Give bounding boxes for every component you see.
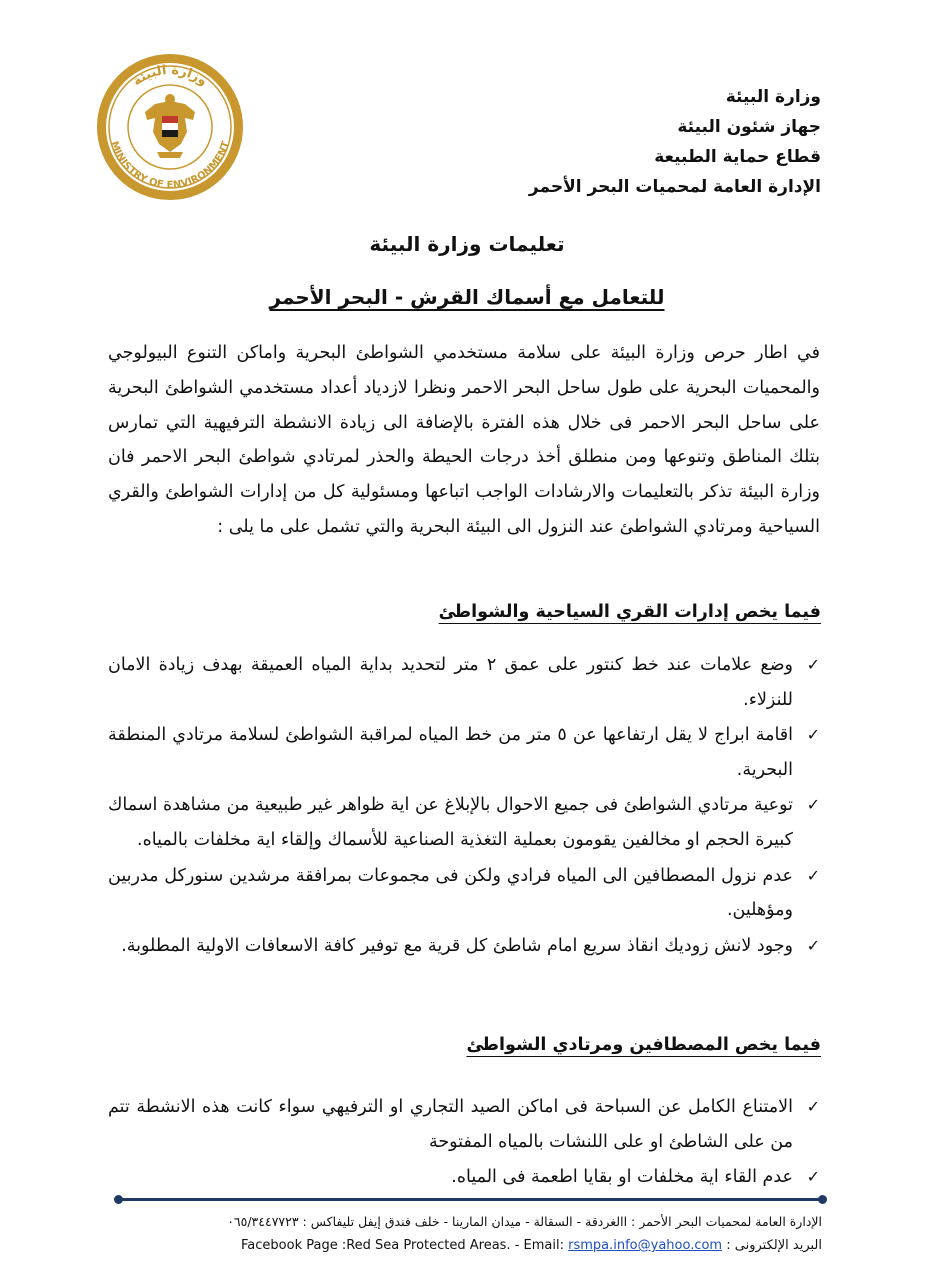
list-item: ✓ وضع علامات عند خط كنتور على عمق ٢ متر لتحديد بداية المياه العميقة بهدف زيادة الامان للنزلاء. xyxy=(108,648,820,717)
list-item: ✓ عدم نزول المصطافين الى المياه فرادي ولكن فى مجموعات بمرافقة مرشدين سنوركل مدربين ومؤهلين. xyxy=(108,859,820,928)
divider-dot-right xyxy=(818,1195,827,1204)
ministry-seal-logo xyxy=(95,52,245,202)
checkmark-icon: ✓ xyxy=(806,1097,820,1116)
header-line-agency: جهاز شئون البيئة xyxy=(677,117,821,137)
footer-facebook: Facebook Page :Red Sea Protected Areas. - Email: xyxy=(241,1238,564,1253)
organization-header xyxy=(501,82,821,202)
section-heading-visitors: فيما يخص المصطافين ومرتادي الشواطئ xyxy=(466,1035,821,1055)
footer-contact xyxy=(241,1238,822,1253)
list-item: ✓ عدم القاء اية مخلفات او بقايا اطعمة فى المياه. xyxy=(108,1160,820,1195)
list-item: ✓ وجود لانش زوديك انقاذ سريع امام شاطئ كل قرية مع توفير كافة الاسعافات الاولية المطلوبة. xyxy=(108,929,820,964)
header-line-ministry: وزارة البيئة xyxy=(725,87,821,107)
header-line-sector: قطاع حماية الطبيعة xyxy=(654,147,821,167)
visitor-instructions-list xyxy=(108,1090,820,1196)
footer-email-label: البريد الإلكترونى : xyxy=(726,1238,822,1253)
checkmark-icon: ✓ xyxy=(806,795,820,815)
divider-dot-left xyxy=(114,1195,123,1204)
list-item: ✓ الامتناع الكامل عن السباحة فى اماكن الصيد التجاري او الترفيهي سواء كانت هذه الانشطة تتم من على الشاطئ او على اللنشات بالمياه المفتوحة xyxy=(108,1090,820,1159)
checkmark-icon: ✓ xyxy=(806,935,820,955)
resort-instructions-list xyxy=(108,648,820,964)
seal-english-text: MINISTRY OF ENVIRONMENT xyxy=(107,139,232,192)
list-item: ✓ توعية مرتادي الشواطئ فى جميع الاحوال بالإبلاغ عن اية ظواهر غير طبيعية من مشاهدة اسماك كبيرة الحجم او مخالفين يقومون بعملية التغذية الصناعية للأسماك وإلقاء اية مخلفات بالمياه. xyxy=(108,788,820,857)
list-item: ✓ اقامة ابراج لا يقل ارتفاعها عن ٥ متر من خط المياه لمراقبة الشواطئ لسلامة مرتادي المنطقة البحرية. xyxy=(108,718,820,787)
checkmark-icon: ✓ xyxy=(806,865,820,885)
document-subtitle: للتعامل مع أسماك القرش - البحر الأحمر xyxy=(269,285,665,309)
intro-paragraph: في اطار حرص وزارة البيئة على سلامة مستخدمي الشواطئ البحرية واماكن التنوع البيولوجي والمحميات البحرية على طول ساحل البحر الاحمر ونظرا لازدياد أعداد مستخدمي الشواطئ البحرية على ساحل البحر الاحمر فى خلال هذه الفترة بالإضافة الى زيادة الانشطة الترفيهية التي تمارس بتلك المناطق وتنوعها ومن منطلق أخذ درجات الحيطة والحذر لمرتادي شواطئ البحر الاحمر فان وزارة البيئة تذكر بالتعليمات والارشادات الواجب اتباعها ومسئولية كل من إدارات الشواطئ والقري السياحية ومرتادي الشواطئ عند النزول الى البيئة البحرية والتي تشمل على ما يلى : xyxy=(108,343,820,537)
seal-arabic-text: وزارة البيئة xyxy=(129,62,211,90)
document-title: تعليمات وزارة البيئة xyxy=(369,232,565,256)
header-line-department: الإدارة العامة لمحميات البحر الأحمر xyxy=(528,177,821,197)
checkmark-icon: ✓ xyxy=(806,655,820,674)
checkmark-icon: ✓ xyxy=(806,725,820,745)
footer-address: الإدارة العامة لمحميات البحر الأحمر : االغردقة - السقالة - ميدان المارينا - خلف فندق إيفل تليفاكس : ٠٦٥/٣٤٤٧٧٢٣ xyxy=(227,1214,822,1229)
checkmark-icon: ✓ xyxy=(806,1167,820,1187)
footer-email-link[interactable]: rsmpa.info@yahoo.com xyxy=(568,1238,723,1253)
section-heading-resorts: فيما يخص إدارات القري السياحية والشواطئ xyxy=(438,602,821,622)
footer-divider xyxy=(117,1198,823,1201)
